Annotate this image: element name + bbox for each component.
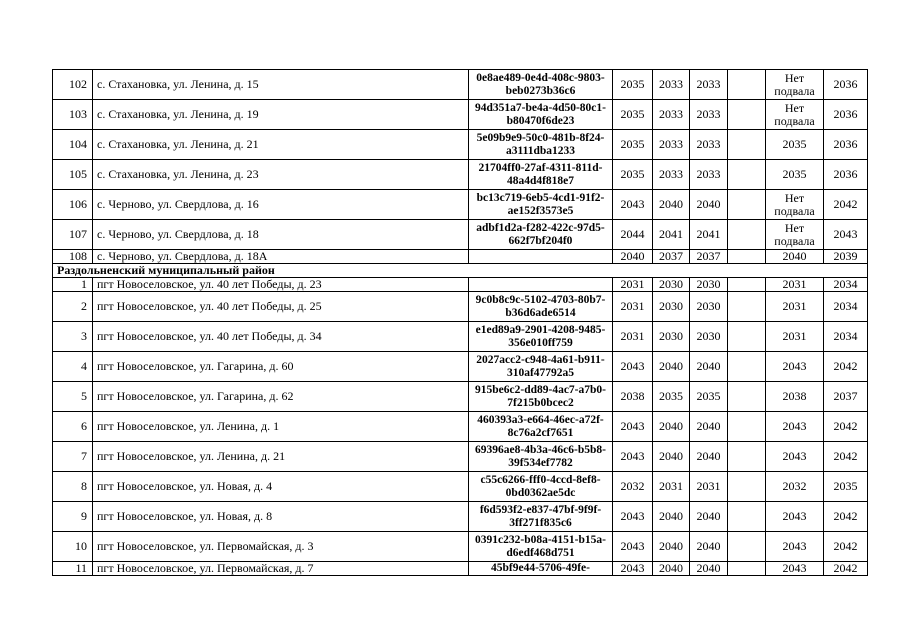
row-number: 3 xyxy=(53,322,93,352)
year-cell-4 xyxy=(728,352,766,382)
address-cell: пгт Новоселовское, ул. 40 лет Победы, д. 23 xyxy=(93,278,469,292)
year-cell-3: 2040 xyxy=(690,502,728,532)
year-cell-1: 2032 xyxy=(613,472,653,502)
year-cell-4 xyxy=(728,472,766,502)
row-number: 103 xyxy=(53,100,93,130)
year-cell-6: 2042 xyxy=(824,502,868,532)
row-number: 6 xyxy=(53,412,93,442)
table-row xyxy=(53,250,868,264)
year-cell-3: 2040 xyxy=(690,352,728,382)
guid-cell: 915be6c2-dd89-4ac7-a7b0-7f215b0bcec2 xyxy=(469,382,613,412)
year-cell-4 xyxy=(728,562,766,576)
row-number: 102 xyxy=(53,70,93,100)
year-cell-1: 2031 xyxy=(613,278,653,292)
region-title: Раздольненский муниципальный район xyxy=(53,264,868,278)
table-row xyxy=(53,352,868,382)
year-cell-4 xyxy=(728,382,766,412)
year-cell-6: 2034 xyxy=(824,278,868,292)
address-cell: пгт Новоселовское, ул. 40 лет Победы, д. 25 xyxy=(93,292,469,322)
row-number: 8 xyxy=(53,472,93,502)
basement-year-cell: 2038 xyxy=(766,382,824,412)
row-number: 2 xyxy=(53,292,93,322)
guid-cell: 2027acc2-c948-4a61-b911-310af47792a5 xyxy=(469,352,613,382)
row-number: 11 xyxy=(53,562,93,576)
year-cell-4 xyxy=(728,412,766,442)
guid-cell: 9c0b8c9c-5102-4703-80b7-b36d6ade6514 xyxy=(469,292,613,322)
address-cell: пгт Новоселовское, ул. Гагарина, д. 62 xyxy=(93,382,469,412)
year-cell-2: 2035 xyxy=(653,382,690,412)
basement-year-cell: 2043 xyxy=(766,562,824,576)
table-row xyxy=(53,100,868,130)
year-cell-1: 2040 xyxy=(613,250,653,264)
row-number: 105 xyxy=(53,160,93,190)
basement-year-cell: 2031 xyxy=(766,278,824,292)
table-row xyxy=(53,160,868,190)
year-cell-6: 2036 xyxy=(824,100,868,130)
year-cell-6: 2039 xyxy=(824,250,868,264)
table-row xyxy=(53,472,868,502)
address-cell: пгт Новоселовское, ул. Гагарина, д. 60 xyxy=(93,352,469,382)
year-cell-2: 2040 xyxy=(653,352,690,382)
year-cell-1: 2035 xyxy=(613,100,653,130)
guid-cell: 460393a3-e664-46ec-a72f-8c76a2cf7651 xyxy=(469,412,613,442)
table-row xyxy=(53,292,868,322)
year-cell-3: 2033 xyxy=(690,130,728,160)
address-cell: с. Стахановка, ул. Ленина, д. 19 xyxy=(93,100,469,130)
basement-year-cell: 2043 xyxy=(766,532,824,562)
address-cell: пгт Новоселовское, ул. Первомайская, д. 7 xyxy=(93,562,469,576)
guid-cell: bc13c719-6eb5-4cd1-91f2-ae152f3573e5 xyxy=(469,190,613,220)
guid-cell: adbf1d2a-f282-422c-97d5-662f7bf204f0 xyxy=(469,220,613,250)
basement-year-cell: Нет подвала xyxy=(766,220,824,250)
year-cell-2: 2031 xyxy=(653,472,690,502)
year-cell-1: 2035 xyxy=(613,70,653,100)
guid-cell: 0391c232-b08a-4151-b15a-d6edf468d751 xyxy=(469,532,613,562)
year-cell-3: 2040 xyxy=(690,190,728,220)
year-cell-2: 2033 xyxy=(653,160,690,190)
basement-year-cell: 2043 xyxy=(766,442,824,472)
address-cell: с. Стахановка, ул. Ленина, д. 23 xyxy=(93,160,469,190)
year-cell-2: 2030 xyxy=(653,322,690,352)
year-cell-3: 2030 xyxy=(690,322,728,352)
row-number: 5 xyxy=(53,382,93,412)
basement-year-cell: Нет подвала xyxy=(766,70,824,100)
year-cell-6: 2042 xyxy=(824,442,868,472)
table-row xyxy=(53,130,868,160)
year-cell-4 xyxy=(728,250,766,264)
row-number: 1 xyxy=(53,278,93,292)
guid-cell: f6d593f2-e837-47bf-9f9f-3ff271f835c6 xyxy=(469,502,613,532)
table-row xyxy=(53,562,868,576)
table-row xyxy=(53,412,868,442)
year-cell-2: 2030 xyxy=(653,278,690,292)
year-cell-3: 2041 xyxy=(690,220,728,250)
basement-year-cell: 2031 xyxy=(766,322,824,352)
year-cell-1: 2031 xyxy=(613,292,653,322)
basement-year-cell: 2032 xyxy=(766,472,824,502)
year-cell-2: 2030 xyxy=(653,292,690,322)
address-cell: с. Стахановка, ул. Ленина, д. 21 xyxy=(93,130,469,160)
basement-year-cell: 2031 xyxy=(766,292,824,322)
year-cell-4 xyxy=(728,278,766,292)
year-cell-6: 2036 xyxy=(824,160,868,190)
year-cell-2: 2040 xyxy=(653,532,690,562)
year-cell-6: 2043 xyxy=(824,220,868,250)
year-cell-2: 2040 xyxy=(653,412,690,442)
year-cell-6: 2035 xyxy=(824,472,868,502)
year-cell-2: 2033 xyxy=(653,130,690,160)
year-cell-6: 2034 xyxy=(824,292,868,322)
year-cell-2: 2037 xyxy=(653,250,690,264)
year-cell-4 xyxy=(728,190,766,220)
year-cell-1: 2038 xyxy=(613,382,653,412)
year-cell-6: 2042 xyxy=(824,352,868,382)
year-cell-3: 2040 xyxy=(690,562,728,576)
region-header-row xyxy=(53,264,868,278)
row-number: 7 xyxy=(53,442,93,472)
address-cell: пгт Новоселовское, ул. Первомайская, д. 3 xyxy=(93,532,469,562)
basement-year-cell: Нет подвала xyxy=(766,190,824,220)
year-cell-6: 2036 xyxy=(824,70,868,100)
year-cell-1: 2044 xyxy=(613,220,653,250)
year-cell-1: 2043 xyxy=(613,352,653,382)
year-cell-1: 2043 xyxy=(613,502,653,532)
row-number: 9 xyxy=(53,502,93,532)
basement-year-cell: 2040 xyxy=(766,250,824,264)
year-cell-6: 2042 xyxy=(824,190,868,220)
row-number: 10 xyxy=(53,532,93,562)
year-cell-4 xyxy=(728,100,766,130)
year-cell-2: 2041 xyxy=(653,220,690,250)
year-cell-6: 2042 xyxy=(824,412,868,442)
year-cell-6: 2037 xyxy=(824,382,868,412)
address-cell: пгт Новоселовское, ул. Ленина, д. 21 xyxy=(93,442,469,472)
year-cell-2: 2040 xyxy=(653,442,690,472)
table-row xyxy=(53,70,868,100)
row-number: 4 xyxy=(53,352,93,382)
year-cell-3: 2030 xyxy=(690,278,728,292)
year-cell-6: 2034 xyxy=(824,322,868,352)
address-cell: с. Черново, ул. Свердлова, д. 16 xyxy=(93,190,469,220)
year-cell-6: 2042 xyxy=(824,562,868,576)
year-cell-4 xyxy=(728,220,766,250)
basement-year-cell: Нет подвала xyxy=(766,100,824,130)
row-number: 107 xyxy=(53,220,93,250)
year-cell-1: 2043 xyxy=(613,562,653,576)
year-cell-1: 2043 xyxy=(613,190,653,220)
table-row xyxy=(53,442,868,472)
table-row xyxy=(53,502,868,532)
year-cell-4 xyxy=(728,70,766,100)
year-cell-2: 2040 xyxy=(653,502,690,532)
year-cell-1: 2035 xyxy=(613,130,653,160)
guid-cell xyxy=(469,278,613,292)
year-cell-1: 2043 xyxy=(613,412,653,442)
guid-cell: 94d351a7-be4a-4d50-80c1-b80470f6de23 xyxy=(469,100,613,130)
guid-cell: 69396ae8-4b3a-46c6-b5b8-39f534ef7782 xyxy=(469,442,613,472)
year-cell-4 xyxy=(728,292,766,322)
address-cell: с. Стахановка, ул. Ленина, д. 15 xyxy=(93,70,469,100)
year-cell-4 xyxy=(728,130,766,160)
document-table-region xyxy=(52,69,867,576)
year-cell-4 xyxy=(728,532,766,562)
housing-schedule-table xyxy=(52,69,868,576)
year-cell-4 xyxy=(728,442,766,472)
year-cell-3: 2033 xyxy=(690,70,728,100)
row-number: 106 xyxy=(53,190,93,220)
year-cell-1: 2043 xyxy=(613,532,653,562)
year-cell-3: 2040 xyxy=(690,532,728,562)
table-row xyxy=(53,278,868,292)
table-row xyxy=(53,532,868,562)
year-cell-3: 2033 xyxy=(690,160,728,190)
address-cell: с. Черново, ул. Свердлова, д. 18А xyxy=(93,250,469,264)
guid-cell: 45bf9e44-5706-49fe- xyxy=(469,562,613,576)
year-cell-4 xyxy=(728,502,766,532)
year-cell-3: 2035 xyxy=(690,382,728,412)
year-cell-2: 2040 xyxy=(653,190,690,220)
guid-cell: 21704ff0-27af-4311-811d-48a4d4f818e7 xyxy=(469,160,613,190)
year-cell-1: 2043 xyxy=(613,442,653,472)
year-cell-3: 2030 xyxy=(690,292,728,322)
basement-year-cell: 2043 xyxy=(766,502,824,532)
year-cell-3: 2031 xyxy=(690,472,728,502)
row-number: 104 xyxy=(53,130,93,160)
year-cell-3: 2037 xyxy=(690,250,728,264)
basement-year-cell: 2043 xyxy=(766,352,824,382)
year-cell-6: 2042 xyxy=(824,532,868,562)
year-cell-2: 2040 xyxy=(653,562,690,576)
guid-cell: e1ed89a9-2901-4208-9485-356e010ff759 xyxy=(469,322,613,352)
year-cell-2: 2033 xyxy=(653,70,690,100)
address-cell: с. Черново, ул. Свердлова, д. 18 xyxy=(93,220,469,250)
basement-year-cell: 2035 xyxy=(766,130,824,160)
guid-cell: 0e8ae489-0e4d-408c-9803-beb0273b36c6 xyxy=(469,70,613,100)
year-cell-1: 2035 xyxy=(613,160,653,190)
basement-year-cell: 2035 xyxy=(766,160,824,190)
year-cell-2: 2033 xyxy=(653,100,690,130)
basement-year-cell: 2043 xyxy=(766,412,824,442)
guid-cell: c55c6266-fff0-4ccd-8ef8-0bd0362ae5dc xyxy=(469,472,613,502)
year-cell-1: 2031 xyxy=(613,322,653,352)
year-cell-3: 2040 xyxy=(690,442,728,472)
address-cell: пгт Новоселовское, ул. Новая, д. 8 xyxy=(93,502,469,532)
address-cell: пгт Новоселовское, ул. Ленина, д. 1 xyxy=(93,412,469,442)
guid-cell: 5e09b9e9-50c0-481b-8f24-a3111dba1233 xyxy=(469,130,613,160)
table-row xyxy=(53,220,868,250)
address-cell: пгт Новоселовское, ул. 40 лет Победы, д. 34 xyxy=(93,322,469,352)
guid-cell xyxy=(469,250,613,264)
address-cell: пгт Новоселовское, ул. Новая, д. 4 xyxy=(93,472,469,502)
table-row xyxy=(53,382,868,412)
year-cell-4 xyxy=(728,160,766,190)
table-row xyxy=(53,190,868,220)
year-cell-3: 2033 xyxy=(690,100,728,130)
year-cell-3: 2040 xyxy=(690,412,728,442)
row-number: 108 xyxy=(53,250,93,264)
table-row xyxy=(53,322,868,352)
year-cell-4 xyxy=(728,322,766,352)
year-cell-6: 2036 xyxy=(824,130,868,160)
